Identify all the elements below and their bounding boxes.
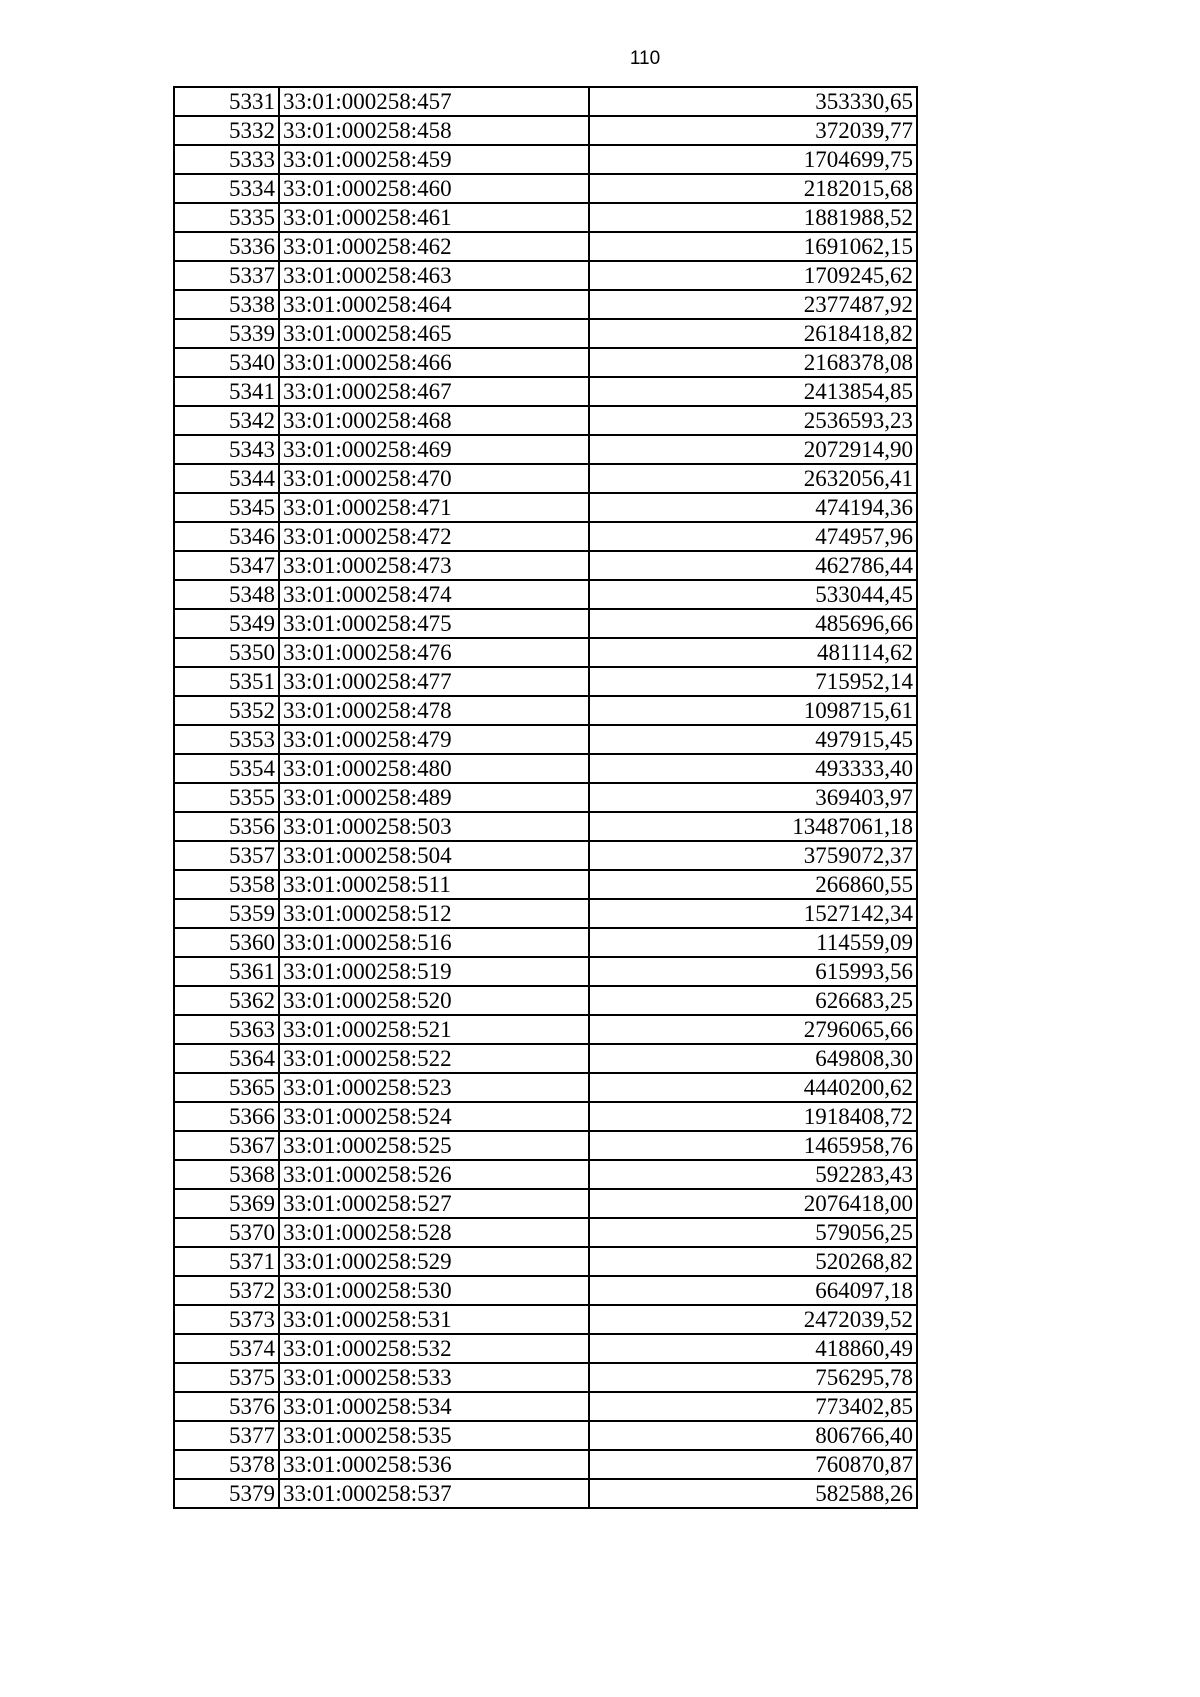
cadastral-value-cell: 2168378,08	[589, 348, 917, 377]
row-number-cell: 5347	[174, 551, 279, 580]
cadastral-number-cell: 33:01:000258:528	[279, 1218, 589, 1247]
cadastral-number-cell: 33:01:000258:519	[279, 957, 589, 986]
cadastral-number-cell: 33:01:000258:475	[279, 609, 589, 638]
table-row	[174, 1015, 917, 1044]
table-row	[174, 348, 917, 377]
cadastral-value-cell: 1709245,62	[589, 261, 917, 290]
row-number-cell: 5365	[174, 1073, 279, 1102]
cadastral-value-cell: 2536593,23	[589, 406, 917, 435]
table-row	[174, 899, 917, 928]
row-number-cell: 5338	[174, 290, 279, 319]
cadastral-value-cell: 481114,62	[589, 638, 917, 667]
row-number-cell: 5376	[174, 1392, 279, 1421]
table-row	[174, 551, 917, 580]
table-row	[174, 580, 917, 609]
table-row	[174, 1334, 917, 1363]
row-number-cell: 5351	[174, 667, 279, 696]
row-number-cell: 5366	[174, 1102, 279, 1131]
cadastral-value-cell: 1465958,76	[589, 1131, 917, 1160]
table-row	[174, 232, 917, 261]
table-row	[174, 1421, 917, 1450]
cadastral-number-cell: 33:01:000258:534	[279, 1392, 589, 1421]
table-row	[174, 174, 917, 203]
cadastral-value-cell: 372039,77	[589, 116, 917, 145]
table-row	[174, 1305, 917, 1334]
cadastral-number-cell: 33:01:000258:480	[279, 754, 589, 783]
table-row	[174, 203, 917, 232]
row-number-cell: 5332	[174, 116, 279, 145]
row-number-cell: 5370	[174, 1218, 279, 1247]
table-row	[174, 1247, 917, 1276]
cadastral-value-cell: 760870,87	[589, 1450, 917, 1479]
cadastral-value-cell: 664097,18	[589, 1276, 917, 1305]
cadastral-number-cell: 33:01:000258:520	[279, 986, 589, 1015]
cadastral-value-cell: 4440200,62	[589, 1073, 917, 1102]
table-row	[174, 522, 917, 551]
cadastral-number-cell: 33:01:000258:535	[279, 1421, 589, 1450]
cadastral-value-cell: 1704699,75	[589, 145, 917, 174]
row-number-cell: 5379	[174, 1479, 279, 1508]
cadastral-number-cell: 33:01:000258:525	[279, 1131, 589, 1160]
cadastral-number-cell: 33:01:000258:462	[279, 232, 589, 261]
table-row	[174, 870, 917, 899]
cadastral-value-cell: 615993,56	[589, 957, 917, 986]
page-number: 110	[629, 48, 661, 69]
row-number-cell: 5372	[174, 1276, 279, 1305]
row-number-cell: 5354	[174, 754, 279, 783]
row-number-cell: 5337	[174, 261, 279, 290]
table-row	[174, 87, 917, 116]
row-number-cell: 5378	[174, 1450, 279, 1479]
cadastral-number-cell: 33:01:000258:461	[279, 203, 589, 232]
table-body	[174, 87, 917, 1508]
cadastral-value-cell: 649808,30	[589, 1044, 917, 1073]
table-row	[174, 783, 917, 812]
cadastral-number-cell: 33:01:000258:526	[279, 1160, 589, 1189]
row-number-cell: 5377	[174, 1421, 279, 1450]
row-number-cell: 5362	[174, 986, 279, 1015]
cadastral-value-cell: 1918408,72	[589, 1102, 917, 1131]
table-row	[174, 812, 917, 841]
row-number-cell: 5361	[174, 957, 279, 986]
cadastral-value-cell: 579056,25	[589, 1218, 917, 1247]
cadastral-value-cell: 592283,43	[589, 1160, 917, 1189]
row-number-cell: 5340	[174, 348, 279, 377]
table-row	[174, 1160, 917, 1189]
cadastral-number-cell: 33:01:000258:523	[279, 1073, 589, 1102]
cadastral-value-cell: 497915,45	[589, 725, 917, 754]
cadastral-number-cell: 33:01:000258:472	[279, 522, 589, 551]
row-number-cell: 5343	[174, 435, 279, 464]
row-number-cell: 5336	[174, 232, 279, 261]
cadastral-number-cell: 33:01:000258:536	[279, 1450, 589, 1479]
cadastral-number-cell: 33:01:000258:465	[279, 319, 589, 348]
row-number-cell: 5356	[174, 812, 279, 841]
table-row	[174, 1363, 917, 1392]
table-row	[174, 1102, 917, 1131]
row-number-cell: 5355	[174, 783, 279, 812]
row-number-cell: 5333	[174, 145, 279, 174]
row-number-cell: 5349	[174, 609, 279, 638]
table-row	[174, 1276, 917, 1305]
cadastral-value-cell: 462786,44	[589, 551, 917, 580]
cadastral-number-cell: 33:01:000258:463	[279, 261, 589, 290]
table-row	[174, 406, 917, 435]
row-number-cell: 5350	[174, 638, 279, 667]
row-number-cell: 5353	[174, 725, 279, 754]
table-row	[174, 1131, 917, 1160]
row-number-cell: 5368	[174, 1160, 279, 1189]
row-number-cell: 5358	[174, 870, 279, 899]
table-row	[174, 957, 917, 986]
cadastral-number-cell: 33:01:000258:511	[279, 870, 589, 899]
cadastral-value-cell: 2413854,85	[589, 377, 917, 406]
cadastral-value-cell: 2632056,41	[589, 464, 917, 493]
row-number-cell: 5357	[174, 841, 279, 870]
table-row	[174, 986, 917, 1015]
row-number-cell: 5359	[174, 899, 279, 928]
cadastral-number-cell: 33:01:000258:466	[279, 348, 589, 377]
table-row	[174, 145, 917, 174]
cadastral-value-cell: 2076418,00	[589, 1189, 917, 1218]
cadastral-number-cell: 33:01:000258:489	[279, 783, 589, 812]
row-number-cell: 5375	[174, 1363, 279, 1392]
cadastral-value-cell: 773402,85	[589, 1392, 917, 1421]
cadastral-value-cell: 806766,40	[589, 1421, 917, 1450]
row-number-cell: 5331	[174, 87, 279, 116]
table-row	[174, 725, 917, 754]
row-number-cell: 5348	[174, 580, 279, 609]
cadastral-value-cell: 520268,82	[589, 1247, 917, 1276]
cadastral-value-cell: 3759072,37	[589, 841, 917, 870]
row-number-cell: 5352	[174, 696, 279, 725]
cadastral-value-cell: 13487061,18	[589, 812, 917, 841]
cadastral-value-cell: 533044,45	[589, 580, 917, 609]
table-row	[174, 377, 917, 406]
row-number-cell: 5345	[174, 493, 279, 522]
cadastral-value-cell: 2377487,92	[589, 290, 917, 319]
cadastral-number-cell: 33:01:000258:479	[279, 725, 589, 754]
row-number-cell: 5346	[174, 522, 279, 551]
cadastral-value-cell: 418860,49	[589, 1334, 917, 1363]
cadastral-value-cell: 1881988,52	[589, 203, 917, 232]
cadastral-number-cell: 33:01:000258:503	[279, 812, 589, 841]
table-row	[174, 319, 917, 348]
cadastral-number-cell: 33:01:000258:476	[279, 638, 589, 667]
table-row	[174, 696, 917, 725]
cadastral-number-cell: 33:01:000258:504	[279, 841, 589, 870]
row-number-cell: 5367	[174, 1131, 279, 1160]
cadastral-number-cell: 33:01:000258:530	[279, 1276, 589, 1305]
row-number-cell: 5341	[174, 377, 279, 406]
table-row	[174, 667, 917, 696]
cadastral-number-cell: 33:01:000258:529	[279, 1247, 589, 1276]
table-row	[174, 1450, 917, 1479]
table-row	[174, 493, 917, 522]
cadastral-number-cell: 33:01:000258:474	[279, 580, 589, 609]
cadastral-number-cell: 33:01:000258:532	[279, 1334, 589, 1363]
cadastral-number-cell: 33:01:000258:473	[279, 551, 589, 580]
cadastral-number-cell: 33:01:000258:527	[279, 1189, 589, 1218]
cadastral-value-cell: 353330,65	[589, 87, 917, 116]
cadastral-value-table	[173, 86, 918, 1509]
cadastral-value-cell: 1691062,15	[589, 232, 917, 261]
row-number-cell: 5342	[174, 406, 279, 435]
cadastral-value-cell: 756295,78	[589, 1363, 917, 1392]
row-number-cell: 5374	[174, 1334, 279, 1363]
cadastral-value-cell: 369403,97	[589, 783, 917, 812]
cadastral-number-cell: 33:01:000258:521	[279, 1015, 589, 1044]
cadastral-value-cell: 474957,96	[589, 522, 917, 551]
cadastral-number-cell: 33:01:000258:524	[279, 1102, 589, 1131]
cadastral-number-cell: 33:01:000258:470	[279, 464, 589, 493]
row-number-cell: 5334	[174, 174, 279, 203]
row-number-cell: 5369	[174, 1189, 279, 1218]
cadastral-value-cell: 1527142,34	[589, 899, 917, 928]
cadastral-number-cell: 33:01:000258:537	[279, 1479, 589, 1508]
cadastral-value-cell: 715952,14	[589, 667, 917, 696]
row-number-cell: 5344	[174, 464, 279, 493]
table-row	[174, 754, 917, 783]
cadastral-value-cell: 626683,25	[589, 986, 917, 1015]
cadastral-number-cell: 33:01:000258:460	[279, 174, 589, 203]
cadastral-value-cell: 493333,40	[589, 754, 917, 783]
cadastral-number-cell: 33:01:000258:464	[279, 290, 589, 319]
table-row	[174, 841, 917, 870]
row-number-cell: 5364	[174, 1044, 279, 1073]
cadastral-value-cell: 1098715,61	[589, 696, 917, 725]
row-number-cell: 5339	[174, 319, 279, 348]
cadastral-number-cell: 33:01:000258:478	[279, 696, 589, 725]
table-row	[174, 1073, 917, 1102]
row-number-cell: 5363	[174, 1015, 279, 1044]
table-row	[174, 464, 917, 493]
cadastral-value-cell: 474194,36	[589, 493, 917, 522]
cadastral-value-cell: 582588,26	[589, 1479, 917, 1508]
table-row	[174, 1479, 917, 1508]
cadastral-value-cell: 2072914,90	[589, 435, 917, 464]
cadastral-value-cell: 2618418,82	[589, 319, 917, 348]
cadastral-number-cell: 33:01:000258:457	[279, 87, 589, 116]
table-row	[174, 1044, 917, 1073]
cadastral-number-cell: 33:01:000258:467	[279, 377, 589, 406]
row-number-cell: 5335	[174, 203, 279, 232]
cadastral-value-cell: 485696,66	[589, 609, 917, 638]
cadastral-value-cell: 2796065,66	[589, 1015, 917, 1044]
table-row	[174, 609, 917, 638]
table-row	[174, 1218, 917, 1247]
table-row	[174, 928, 917, 957]
table-row	[174, 1189, 917, 1218]
cadastral-number-cell: 33:01:000258:477	[279, 667, 589, 696]
row-number-cell: 5373	[174, 1305, 279, 1334]
cadastral-number-cell: 33:01:000258:468	[279, 406, 589, 435]
cadastral-number-cell: 33:01:000258:531	[279, 1305, 589, 1334]
table-row	[174, 1392, 917, 1421]
cadastral-number-cell: 33:01:000258:516	[279, 928, 589, 957]
cadastral-value-cell: 2182015,68	[589, 174, 917, 203]
cadastral-number-cell: 33:01:000258:533	[279, 1363, 589, 1392]
cadastral-number-cell: 33:01:000258:512	[279, 899, 589, 928]
cadastral-value-cell: 2472039,52	[589, 1305, 917, 1334]
cadastral-value-cell: 114559,09	[589, 928, 917, 957]
cadastral-number-cell: 33:01:000258:471	[279, 493, 589, 522]
table-row	[174, 435, 917, 464]
cadastral-number-cell: 33:01:000258:522	[279, 1044, 589, 1073]
table-row	[174, 638, 917, 667]
cadastral-number-cell: 33:01:000258:459	[279, 145, 589, 174]
cadastral-number-cell: 33:01:000258:458	[279, 116, 589, 145]
cadastral-number-cell: 33:01:000258:469	[279, 435, 589, 464]
table-row	[174, 261, 917, 290]
cadastral-value-cell: 266860,55	[589, 870, 917, 899]
table-row	[174, 116, 917, 145]
table-row	[174, 290, 917, 319]
row-number-cell: 5360	[174, 928, 279, 957]
row-number-cell: 5371	[174, 1247, 279, 1276]
